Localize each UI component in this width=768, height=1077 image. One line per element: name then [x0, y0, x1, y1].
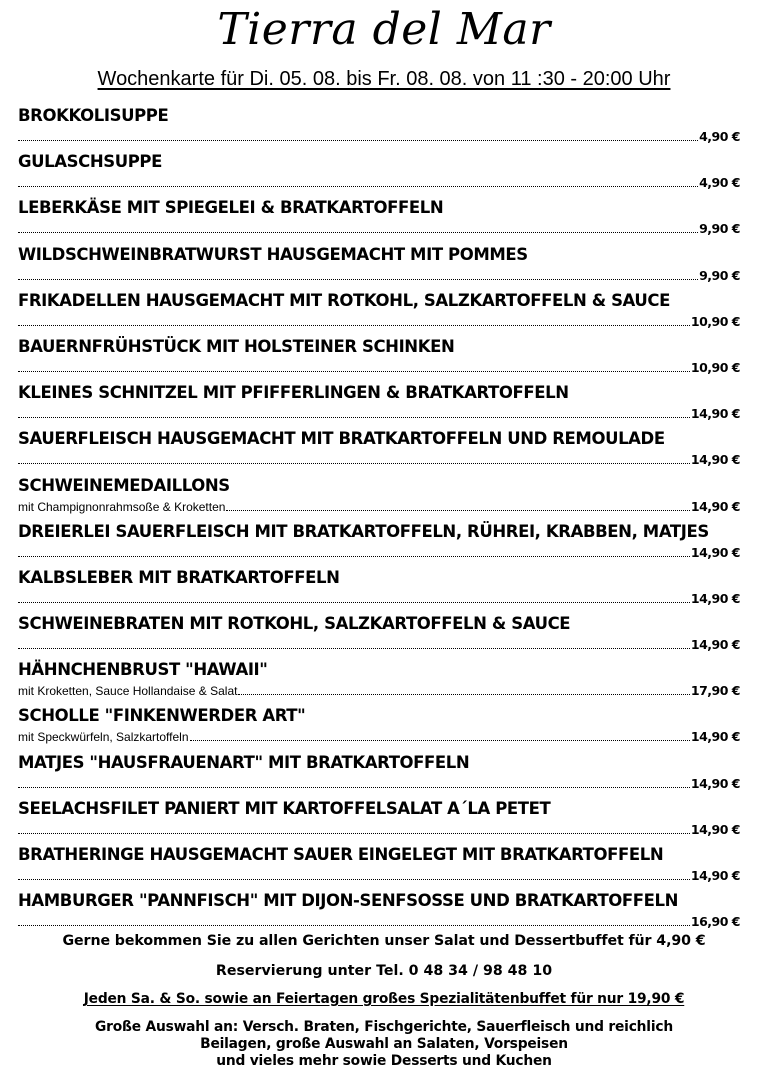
menu-item-price-row [18, 544, 740, 560]
menu-item [18, 337, 740, 383]
menu-item-name: GULASCHSUPPE [18, 152, 162, 172]
dotted-leader [18, 833, 690, 834]
menu-item-price-row [18, 359, 740, 375]
menu-item-price-row [18, 405, 740, 421]
week-subtitle: Wochenkarte für Di. 05. 08. bis Fr. 08. 08. von 11 :30 - 20:00 Uhr [97, 68, 671, 90]
menu-item [18, 383, 740, 429]
menu-item-name: SCHOLLE "FINKENWERDER ART" [18, 706, 306, 726]
selection-line: und vieles mehr sowie Desserts und Kuchen [216, 1053, 552, 1069]
menu-item-name: LEBERKÄSE MIT SPIEGELEI & BRATKARTOFFELN [18, 198, 444, 218]
menu-item-name: WILDSCHWEINBRATWURST HAUSGEMACHT MIT POMMES [18, 244, 528, 264]
menu-item-price-row [18, 636, 740, 652]
menu-item-name: HÄHNCHENBRUST "HAWAII" [18, 660, 268, 680]
selection-line: Beilagen, große Auswahl an Salaten, Vorspeisen [200, 1036, 568, 1052]
dotted-leader [18, 463, 690, 464]
dotted-leader [18, 232, 698, 233]
menu-item-price-row [18, 267, 740, 283]
menu-item-price: 9,90 € [699, 221, 740, 237]
menu-item [18, 198, 740, 244]
menu-item-price-row [18, 220, 740, 236]
menu-item-price-row [18, 174, 740, 190]
menu-item-price: 14,90 € [690, 821, 740, 837]
menu-item-price: 10,90 € [690, 359, 740, 375]
menu-item-price: 4,90 € [699, 175, 740, 191]
menu-item [18, 476, 740, 522]
menu-item-name: DREIERLEI SAUERFLEISCH MIT BRATKARTOFFELN, RÜHREI, KRABBEN, MATJES [18, 521, 709, 541]
menu-item-price-row [18, 313, 740, 329]
dotted-leader [18, 140, 698, 141]
menu-item-name: MATJES "HAUSFRAUENART" MIT BRATKARTOFFELN [18, 752, 470, 772]
dotted-leader [18, 787, 690, 788]
menu-item-price: 14,90 € [690, 544, 740, 560]
menu-item-name: FRIKADELLEN HAUSGEMACHT MIT ROTKOHL, SALZKARTOFFELN & SAUCE [18, 290, 670, 310]
menu-item-price: 14,90 € [690, 637, 740, 653]
menu-item-price: 14,90 € [690, 729, 740, 745]
menu-item-price-row [18, 451, 740, 467]
menu-item-description: mit Speckwürfeln, Salzkartoffeln [18, 730, 189, 745]
menu-item-price: 14,90 € [690, 868, 740, 883]
menu-item [18, 845, 740, 891]
salad-buffet-note: Gerne bekommen Sie zu allen Gerichten unser Salat und Dessertbuffet für 4,90 € [62, 933, 706, 949]
dotted-leader [18, 556, 690, 557]
dotted-leader [190, 740, 690, 741]
menu-item [18, 753, 740, 799]
menu-item-name: BROKKOLISUPPE [18, 106, 169, 125]
menu-item-price-row [18, 498, 740, 514]
menu-item-name: SAUERFLEISCH HAUSGEMACHT MIT BRATKARTOFFELN UND REMOULADE [18, 429, 665, 449]
menu-item-price: 16,90 € [690, 914, 740, 930]
selection-note [0, 1019, 768, 1070]
menu-item-name: KLEINES SCHNITZEL MIT PFIFFERLINGEN & BRATKARTOFFELN [18, 383, 569, 403]
menu-item-name: KALBSLEBER MIT BRATKARTOFFELN [18, 567, 340, 587]
dotted-leader [18, 325, 690, 326]
menu-item-price-row [18, 128, 740, 144]
menu-item-name: BRATHERINGE HAUSGEMACHT SAUER EINGELEGT MIT BRATKARTOFFELN [18, 845, 664, 864]
menu-item [18, 660, 740, 706]
dotted-leader [18, 925, 690, 926]
dotted-leader [18, 371, 690, 372]
dotted-leader [18, 602, 690, 603]
menu-item-price: 14,90 € [690, 775, 740, 791]
menu-item [18, 429, 740, 475]
reservation-phone: Reservierung unter Tel. 0 48 34 / 98 48 10 [215, 963, 553, 979]
dotted-leader [18, 279, 698, 280]
menu-item-price: 14,90 € [690, 452, 740, 468]
dotted-leader [226, 510, 689, 511]
dotted-leader [18, 648, 690, 649]
menu-item-price-row [18, 682, 740, 698]
menu-item [18, 106, 740, 152]
menu-item-price-row [18, 728, 740, 744]
menu-item-price: 14,90 € [690, 590, 740, 606]
menu-item-price: 14,90 € [690, 406, 740, 422]
selection-line: Große Auswahl an: Versch. Braten, Fischgerichte, Sauerfleisch und reichlich [95, 1019, 673, 1035]
menu-item-name: SCHWEINEBRATEN MIT ROTKOHL, SALZKARTOFFELN & SAUCE [18, 614, 571, 634]
menu-list [18, 106, 740, 937]
dotted-leader [18, 879, 690, 880]
menu-item-price-row [18, 775, 740, 791]
menu-item [18, 245, 740, 291]
menu-item [18, 799, 740, 845]
menu-item-price: 9,90 € [699, 267, 740, 283]
weekend-buffet-note: Jeden Sa. & So. sowie an Feiertagen großes Spezialitätenbuffet für nur 19,90 € [83, 991, 685, 1007]
menu-item-price: 10,90 € [690, 313, 740, 329]
menu-item-price: 17,90 € [690, 683, 740, 699]
menu-item-name: SEELACHSFILET PANIERT MIT KARTOFFELSALAT A´LA PETET [18, 798, 551, 818]
dotted-leader [18, 186, 698, 187]
menu-item-price: 14,90 € [690, 498, 740, 514]
menu-item [18, 291, 740, 337]
menu-item-name: SCHWEINEMEDAILLONS [18, 475, 230, 495]
menu-item-description: mit Kroketten, Sauce Hollandaise & Salat [18, 684, 238, 699]
menu-item-price-row [18, 913, 740, 929]
menu-item [18, 614, 740, 660]
menu-item-price: 4,90 € [699, 129, 740, 144]
menu-item [18, 706, 740, 752]
menu-item-price-row [18, 821, 740, 837]
page-title: Tierra del Mar [217, 4, 551, 55]
menu-item-name: HAMBURGER "PANNFISCH" MIT DIJON-SENFSOSSE UND BRATKARTOFFELN [18, 891, 679, 911]
menu-item-price-row [18, 867, 740, 883]
menu-item [18, 568, 740, 614]
dotted-leader [18, 417, 690, 418]
dotted-leader [238, 694, 689, 695]
menu-item-description: mit Champignonrahmsoße & Kroketten [18, 499, 226, 514]
menu-item [18, 152, 740, 198]
menu-item [18, 522, 740, 568]
menu-item-name: BAUERNFRÜHSTÜCK MIT HOLSTEINER SCHINKEN [18, 336, 455, 356]
menu-item-price-row [18, 590, 740, 606]
